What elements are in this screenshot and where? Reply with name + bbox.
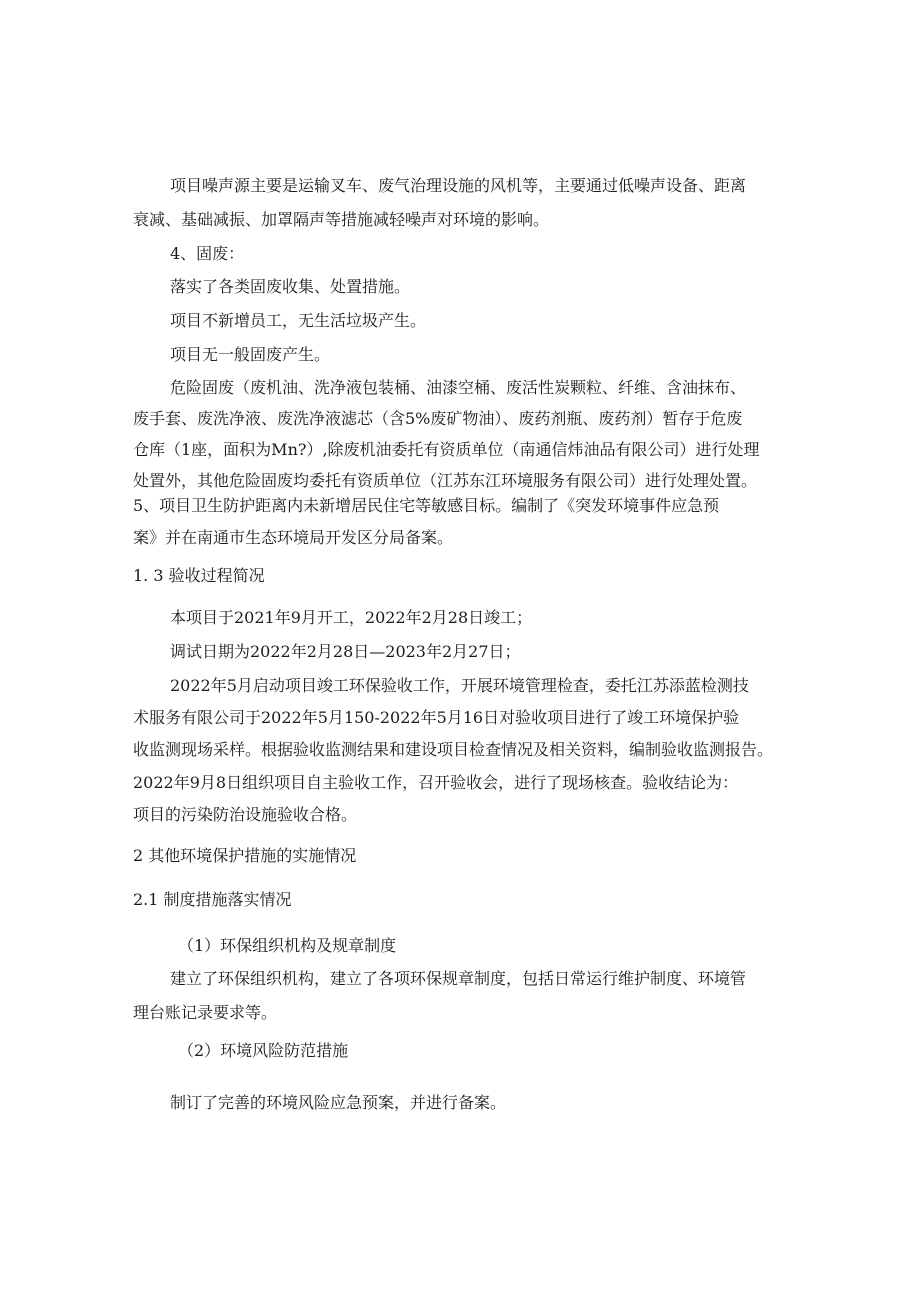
s21-sub-2-para: 制订了完善的环境风险应急预案，并进行备案。	[170, 1093, 507, 1112]
solid-waste-para-2: 项目不新增员工，无生活垃圾产生。	[170, 311, 427, 330]
solid-waste-heading: 4、固废：	[170, 244, 245, 263]
hazard-waste-line-2: 废手套、废洗净液、废洗净液滤芯（含5%废矿物油）、废药剂瓶、废药剂）暂存于危废	[133, 409, 743, 428]
s21-sub-2-heading: （2）环境风险防范措施	[178, 1041, 349, 1060]
s21-sub-1-line-1: 建立了环保组织机构，建立了各项环保规章制度，包括日常运行维护制度、环境管	[170, 969, 747, 988]
hazard-waste-line-3: 仓库（1座，面积为Mn?）,除废机油委托有资质单位（南通信炜油品有限公司）进行处理	[133, 440, 760, 459]
s13-para-1: 本项目于2021年9月开工，2022年2月28日竣工；	[170, 608, 533, 627]
section-1-3-title: 1. 3 验收过程简况	[133, 566, 265, 585]
s13-para-3-line-4: 2022年9月8日组织项目自主验收工作，召开验收会，进行了现场核查。验收结论为：	[133, 773, 739, 792]
s13-para-3-line-3: 收监测现场采样。根据验收监测结果和建设项目检查情况及相关资料，编制验收监测报告。	[133, 740, 774, 759]
s21-sub-1-heading: （1）环保组织机构及规章制度	[178, 936, 397, 955]
s13-para-2: 调试日期为2022年2月28日—2023年2月27日；	[170, 642, 521, 661]
noise-line-2: 衰减、基础减振、加罩隔声等措施减轻噪声对环境的影响。	[133, 210, 550, 229]
solid-waste-para-3: 项目无一般固废产生。	[170, 345, 331, 364]
section-2-1-title: 2.1 制度措施落实情况	[133, 890, 292, 909]
item5-line-2: 案》并在南通市生态环境局开发区分局备案。	[133, 528, 454, 547]
section-2-title: 2 其他环境保护措施的实施情况	[133, 846, 357, 865]
s21-sub-1-line-2: 理台账记录要求等。	[133, 1003, 278, 1022]
s13-para-3-line-5: 项目的污染防治设施验收合格。	[133, 805, 358, 824]
item5-line-1: 5、项目卫生防护距离内未新增居民住宅等敏感目标。编制了《突发环境事件应急预	[133, 496, 720, 515]
s13-para-3-line-1: 2022年5月启动项目竣工环保验收工作，开展环境管理检查，委托江苏添蓝检测技	[170, 676, 749, 695]
hazard-waste-line-4: 处置外，其他危险固废均委托有资质单位（江苏东江环境服务有限公司）进行处理处置。	[133, 471, 758, 490]
noise-line-1: 项目噪声源主要是运输叉车、废气治理设施的风机等，主要通过低噪声设备、距离	[170, 176, 747, 195]
hazard-waste-line-1: 危险固废（废机油、洗净液包装桶、油漆空桶、废活性炭颗粒、纤维、含油抹布、	[170, 378, 747, 397]
s13-para-3-line-2: 术服务有限公司于2022年5月150-2022年5月16日对验收项目进行了竣工环境保护验	[133, 708, 740, 727]
solid-waste-para-1: 落实了各类固废收集、处置措施。	[170, 277, 411, 296]
